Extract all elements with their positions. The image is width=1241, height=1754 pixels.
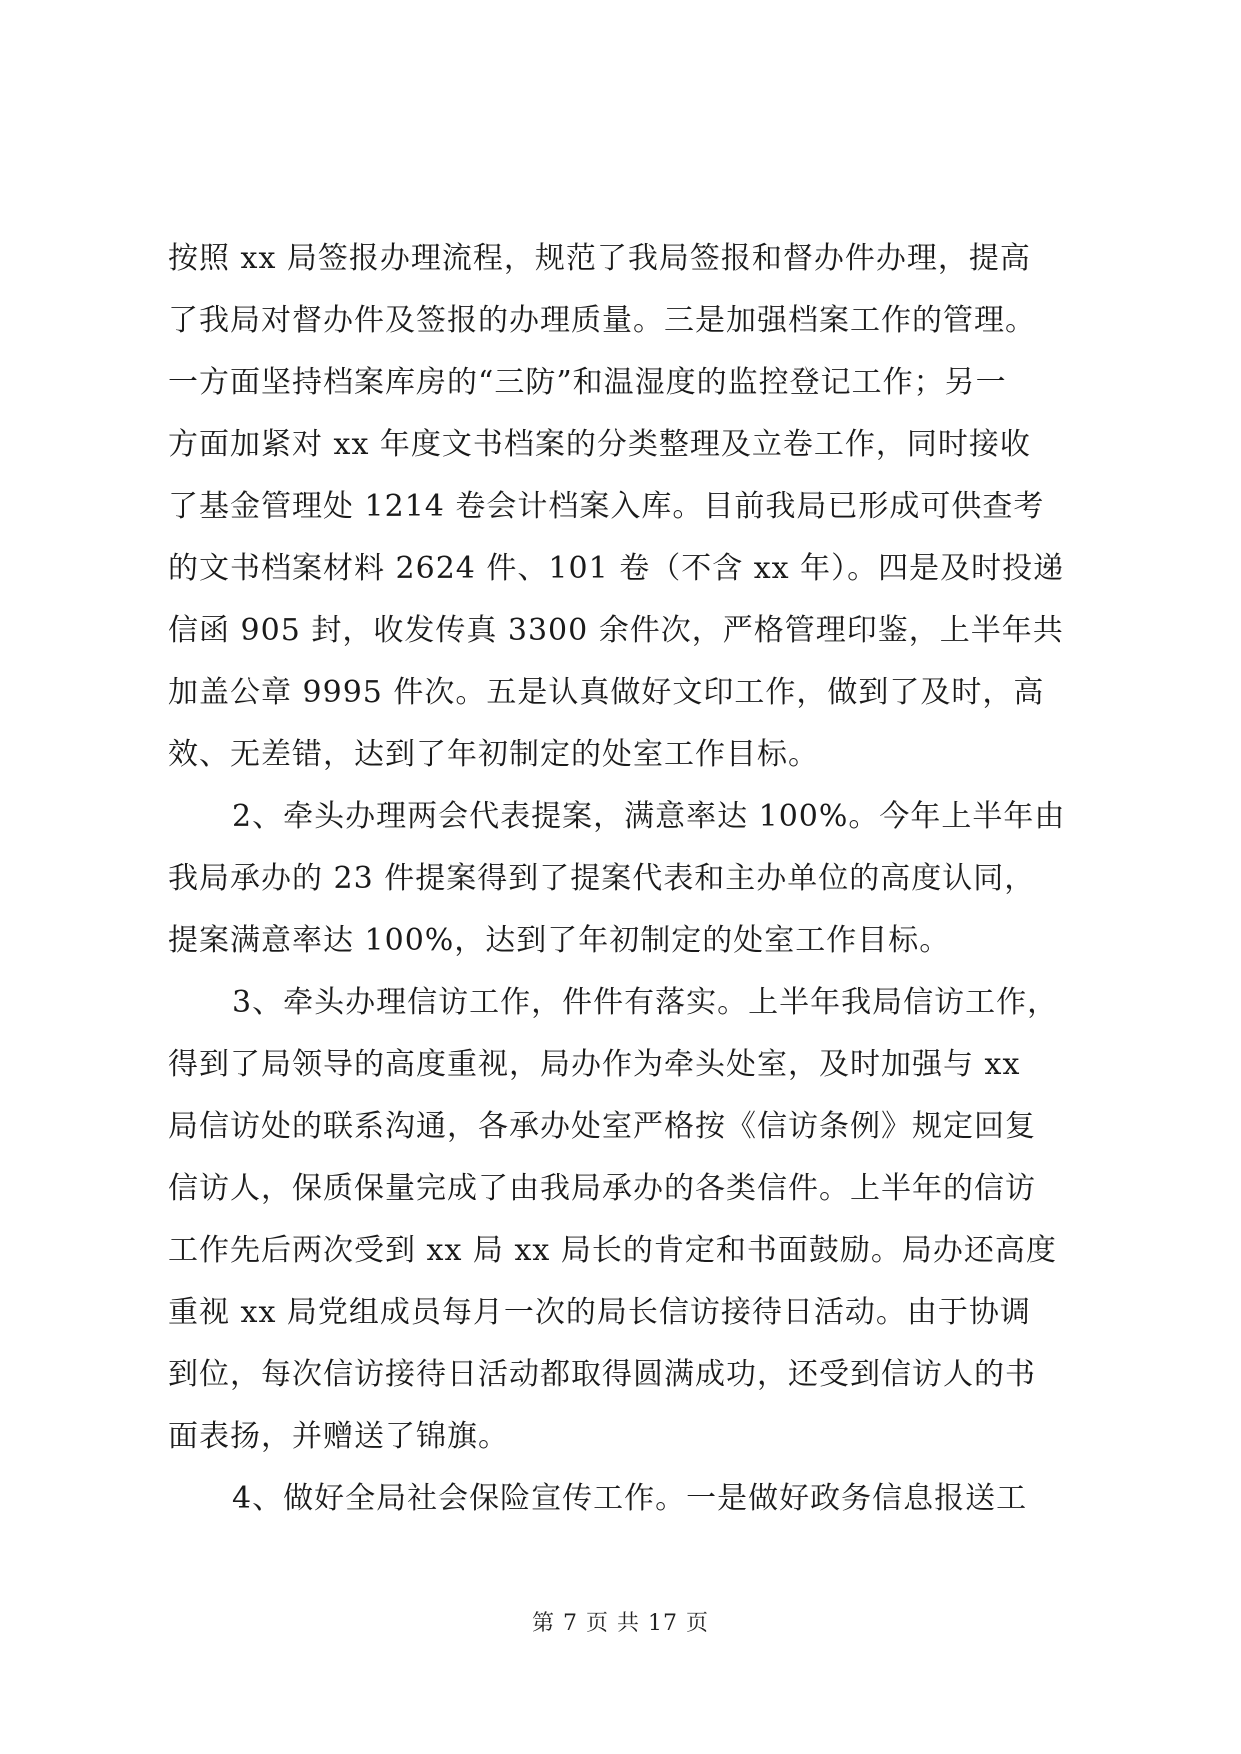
paragraph-start-line: 4、做好全局社会保险宣传工作。一是做好政务信息报送工	[232, 1481, 1028, 1516]
text-line: 方面加紧对 xx 年度文书档案的分类整理及立卷工作，同时接收	[168, 427, 1031, 462]
text-line: 按照 xx 局签报办理流程，规范了我局签报和督办件办理，提高	[168, 241, 1031, 276]
text-line: 效、无差错，达到了年初制定的处室工作目标。	[168, 737, 819, 772]
paragraph-start-line: 2、牵头办理两会代表提案，满意率达 100%。今年上半年由	[232, 799, 1066, 834]
paragraph-start-line: 3、牵头办理信访工作，件件有落实。上半年我局信访工作，	[232, 985, 1059, 1020]
page-number: 第 7 页 共 17 页	[532, 1611, 709, 1636]
text-line: 面表扬，并赠送了锦旗。	[168, 1419, 509, 1454]
text-line: 局信访处的联系沟通，各承办处室严格按《信访条例》规定回复	[168, 1109, 1036, 1144]
text-line: 了基金管理处 1214 卷会计档案入库。目前我局已形成可供查考	[168, 489, 1045, 524]
text-line: 到位，每次信访接待日活动都取得圆满成功，还受到信访人的书	[168, 1357, 1036, 1392]
text-line: 工作先后两次受到 xx 局 xx 局长的肯定和书面鼓励。局办还高度	[168, 1233, 1057, 1268]
text-line: 重视 xx 局党组成员每月一次的局长信访接待日活动。由于协调	[168, 1295, 1031, 1330]
text-line: 加盖公章 9995 件次。五是认真做好文印工作，做到了及时，高	[168, 675, 1045, 710]
page-footer	[0, 1606, 1241, 1637]
text-line: 了我局对督办件及签报的办理质量。三是加强档案工作的管理。	[168, 303, 1036, 338]
text-line: 得到了局领导的高度重视，局办作为牵头处室，及时加强与 xx	[168, 1047, 1021, 1082]
text-line: 我局承办的 23 件提案得到了提案代表和主办单位的高度认同，	[168, 861, 1036, 896]
body-text	[168, 228, 1080, 1530]
text-line: 信访人，保质保量完成了由我局承办的各类信件。上半年的信访	[168, 1171, 1036, 1206]
text-line: 提案满意率达 100%，达到了年初制定的处室工作目标。	[168, 923, 951, 958]
text-line: 的文书档案材料 2624 件、101 卷（不含 xx 年）。四是及时投递	[168, 551, 1065, 586]
text-line: 一方面坚持档案库房的“三防”和温湿度的监控登记工作；另一	[168, 365, 1007, 400]
text-line: 信函 905 封，收发传真 3300 余件次，严格管理印鉴，上半年共	[168, 613, 1064, 648]
